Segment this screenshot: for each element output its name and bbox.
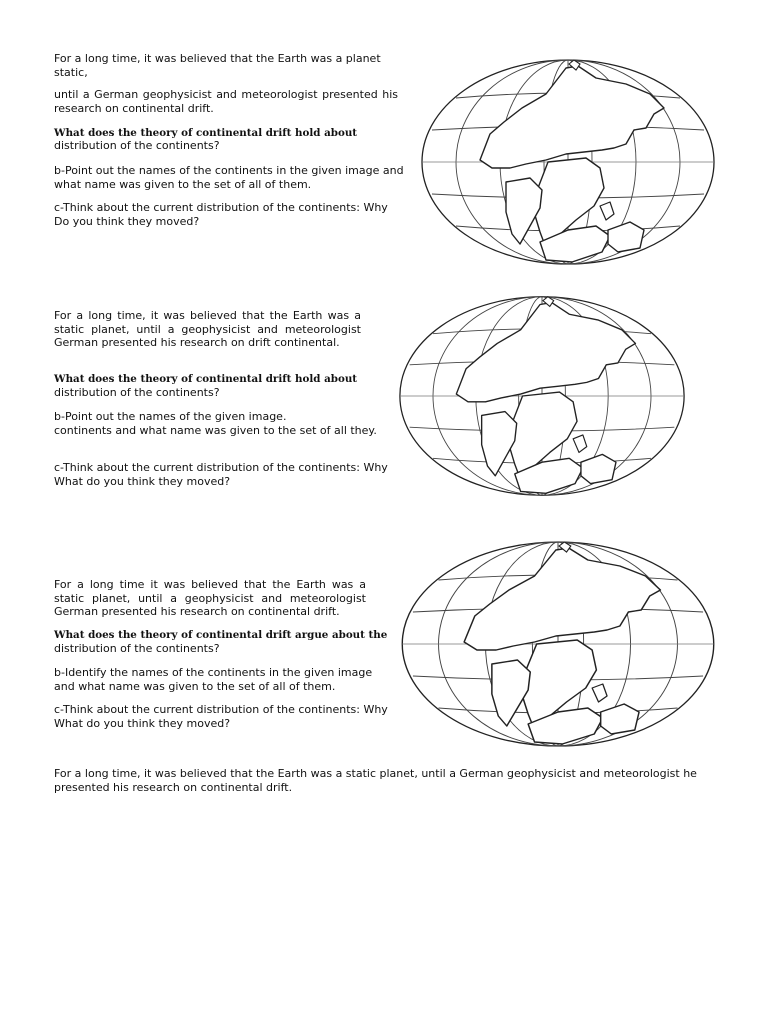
question-c: c-Think about the current distribution of the continents: Why What do you think they moved? bbox=[54, 461, 388, 488]
pangaea-map-2 bbox=[396, 292, 688, 500]
question-a-continued: distribution of the continents? bbox=[54, 139, 220, 152]
intro-text: For a long time, it was believed that the Earth was a planet static, bbox=[54, 52, 381, 79]
question-b: b-Point out the names of the continents in the given image and what name was given to the set of all of them. bbox=[54, 164, 404, 191]
pangaea-map-1 bbox=[418, 56, 718, 268]
question-c: c-Think about the current distribution of the continents: Why Do you think they moved? bbox=[54, 201, 388, 228]
question-a-continued: distribution of the continents? bbox=[54, 386, 220, 399]
question-b: b-Identify the names of the continents in the given image and what name was given to the set of all of them. bbox=[54, 666, 373, 693]
question-a: What does the theory of continental drift hold about bbox=[54, 373, 358, 385]
intro-text: For a long time, it was believed that the Earth was a static planet, until a geophysicist and meteorologist German presented his research on drift continental. bbox=[54, 309, 361, 350]
question-a: What does the theory of continental drift hold about bbox=[54, 127, 358, 139]
question-a: What does the theory of continental drift argue about the bbox=[54, 629, 388, 641]
pangaea-map-3 bbox=[398, 538, 718, 750]
question-a-continued: distribution of the continents? bbox=[54, 642, 220, 655]
question-b-continued: continents and what name was given to the set of all they. bbox=[54, 424, 377, 437]
intro-text-continued: until a German geophysicist and meteorologist presented his research on continental drift. bbox=[54, 88, 398, 115]
intro-text: For a long time it was believed that the Earth was a static planet, until a geophysicist and meteorologist German presented his research on continental drift. bbox=[54, 578, 366, 619]
question-c: c-Think about the current distribution of the continents: Why What do you think they moved? bbox=[54, 703, 388, 730]
question-b: b-Point out the names of the given image. bbox=[54, 410, 287, 423]
footer-paragraph: For a long time, it was believed that the Earth was a static planet, until a German geophysicist and meteorologist he presented his research on continental drift. bbox=[54, 767, 697, 794]
